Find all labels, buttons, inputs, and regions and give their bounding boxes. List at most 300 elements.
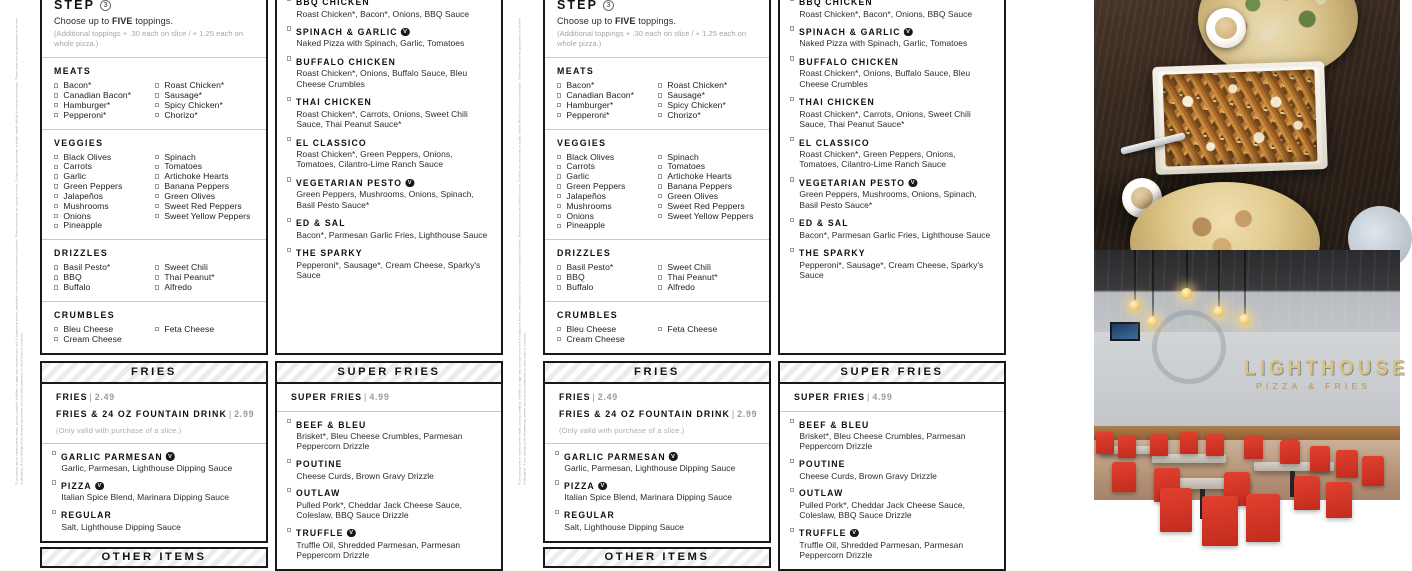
fries-item-desc: Garlic, Parmesan, Lighthouse Dipping Sauce [61, 463, 233, 474]
specialty-pizza-name [296, 178, 478, 188]
fries-item-desc: Italian Spice Blend, Marinara Dipping Sauce [564, 492, 732, 503]
fries-item-name: REGULAR [61, 510, 113, 521]
vegetarian-badge-icon: V [406, 179, 415, 188]
topping-label: Alfredo [164, 282, 192, 292]
specialty-pizza-item[interactable] [790, 97, 995, 129]
topping-label: Hamburger* [63, 99, 111, 110]
specialty-pizza-item[interactable] [790, 178, 995, 210]
fries-item[interactable] [52, 510, 256, 532]
step-sub-post: toppings. [635, 16, 676, 26]
checkbox-icon[interactable] [52, 510, 56, 514]
checkbox-icon[interactable] [54, 224, 58, 228]
step-sub-pre: Choose up to [557, 16, 615, 26]
super-fries-item-name [799, 528, 980, 538]
pendant-bulb [1181, 288, 1192, 299]
checkbox-icon[interactable] [658, 103, 662, 107]
topping-label: Sausage* [164, 90, 203, 101]
checkbox-icon[interactable] [658, 83, 662, 87]
super-fries-item-name-text: TRUFFLE [296, 528, 344, 539]
specialty-pizza-item[interactable] [287, 138, 492, 170]
specialty-pizza-desc: Roast Chicken*, Green Peppers, Onions, Tomatoes, Cilantro-Lime Ranch Sauce [296, 149, 453, 170]
topping-option[interactable] [557, 283, 658, 293]
checkbox-icon[interactable] [557, 113, 561, 117]
specialty-pizza-desc: Bacon*, Parmesan Garlic Fries, Lighthouse Sauce [296, 229, 488, 240]
dining-chair [1150, 434, 1168, 456]
tv-screen [1110, 322, 1140, 341]
checkbox-icon[interactable] [54, 155, 58, 159]
super-fries-item[interactable] [790, 459, 994, 481]
checkbox-icon[interactable] [557, 327, 561, 331]
specialty-pizza-desc: Naked Pizza with Spinach, Garlic, Tomatoes [799, 38, 968, 49]
dining-chair [1280, 440, 1300, 464]
checkbox-icon[interactable] [658, 113, 662, 117]
specialty-pizza-desc: Roast Chicken*, Carrots, Onions, Sweet Chili Sauce, Thai Peanut Sauce* [296, 108, 468, 130]
topping-group-title: DRIZZLES [54, 248, 109, 260]
pendant-cord [1244, 250, 1246, 316]
topping-label: Spinach [667, 151, 699, 162]
super-fries-item-name: POUTINE [799, 459, 846, 470]
topping-label: Jalapeños [566, 190, 607, 201]
fries-item-name-text: PIZZA [564, 480, 596, 491]
checkbox-icon[interactable] [287, 26, 291, 30]
menu-panel-1 [40, 0, 503, 564]
specialty-pizza-item[interactable] [287, 248, 492, 280]
topping-label: Tomatoes [164, 161, 203, 172]
topping-group-meats-1 [42, 58, 266, 129]
step-note-1: (Additional toppings + .30 each on slice / + 1.25 each on whole pizza.) [54, 29, 244, 48]
checkbox-icon[interactable] [155, 103, 159, 107]
step-sub-bold: FIVE [614, 16, 636, 26]
specialty-pizza-item[interactable] [790, 27, 995, 49]
super-fries-price-block-1 [277, 384, 501, 412]
checkbox-icon[interactable] [658, 155, 662, 159]
vegetarian-badge-icon: V [909, 179, 918, 188]
topping-group-meats-2 [545, 58, 769, 129]
checkbox-icon[interactable] [287, 419, 291, 423]
checkbox-icon[interactable] [790, 459, 794, 463]
topping-label: Jalapeños [63, 190, 104, 201]
topping-label: BBQ [63, 272, 82, 283]
menu-panel-2 [543, 0, 1006, 564]
topping-option[interactable] [155, 212, 256, 222]
topping-group-title: DRIZZLES [557, 248, 612, 260]
checkbox-icon[interactable] [790, 56, 794, 60]
checkbox-icon[interactable] [557, 103, 561, 107]
step-label: STEP [557, 0, 599, 12]
topping-option[interactable] [54, 335, 155, 345]
topping-label: Canadian Bacon* [566, 90, 635, 101]
step-heading-1 [54, 0, 256, 12]
checkbox-icon[interactable] [54, 327, 58, 331]
checkbox-icon[interactable] [557, 165, 561, 169]
checkbox-icon[interactable] [658, 327, 662, 331]
topping-label: Carrots [63, 161, 92, 172]
checkbox-icon[interactable] [155, 194, 159, 198]
fries-price-label: FRIES [56, 391, 88, 403]
checkbox-icon[interactable] [557, 184, 561, 188]
checkbox-icon[interactable] [555, 480, 559, 484]
vegetarian-badge-icon: V [599, 482, 608, 491]
vegetarian-badge-icon: V [167, 452, 176, 461]
topping-option[interactable] [155, 111, 256, 121]
checkbox-icon[interactable] [54, 174, 58, 178]
topping-label: Pineapple [63, 220, 103, 231]
checkbox-icon[interactable] [155, 93, 159, 97]
specialty-pizza-desc: Green Peppers, Mushrooms, Onions, Spinach, Basil Pesto Sauce* [296, 189, 474, 210]
specialty-pizza-name: BBQ CHICKEN [296, 0, 371, 7]
checkbox-icon[interactable] [155, 214, 159, 218]
specialty-pizza-desc: Roast Chicken*, Green Peppers, Onions, Tomatoes, Cilantro-Lime Ranch Sauce [799, 149, 956, 170]
topping-label: Garlic [566, 171, 590, 182]
pendant-bulb [1129, 300, 1140, 311]
topping-label: Bleu Cheese [566, 323, 617, 334]
specialty-pizza-item[interactable] [790, 218, 995, 240]
fries-header-label: FRIES [131, 366, 177, 379]
checkbox-icon[interactable] [557, 155, 561, 159]
topping-label: Artichoke Hearts [164, 171, 229, 182]
dining-chair [1202, 496, 1238, 546]
checkbox-icon[interactable] [658, 204, 662, 208]
fries-item[interactable] [555, 481, 759, 503]
checkbox-icon[interactable] [54, 265, 58, 269]
topping-label: Mushrooms [566, 200, 612, 211]
topping-group-crumbles-2 [545, 302, 769, 353]
topping-label: Tomatoes [667, 161, 706, 172]
super-fries-price-amount: 4.99 [369, 391, 390, 403]
pendant-cord [1134, 250, 1136, 302]
checkbox-icon[interactable] [790, 137, 794, 141]
topping-label: Sweet Chili [667, 262, 711, 273]
super-fries-item[interactable] [287, 459, 491, 481]
vegetarian-badge-icon: V [96, 482, 105, 491]
checkbox-icon[interactable] [658, 93, 662, 97]
step-number-badge-icon: 3 [603, 0, 614, 11]
super-fries-items-1 [277, 412, 501, 570]
topping-label: Onions [566, 210, 594, 221]
checkbox-icon[interactable] [155, 184, 159, 188]
topping-col-right [658, 263, 759, 293]
fries-item-desc: Salt, Lighthouse Dipping Sauce [61, 521, 181, 532]
topping-label: Basil Pesto* [63, 262, 111, 273]
topping-col-left [54, 81, 155, 120]
super-fries-item[interactable] [790, 420, 994, 452]
checkbox-icon[interactable] [790, 0, 794, 1]
checkbox-icon[interactable] [155, 83, 159, 87]
checkbox-icon[interactable] [52, 480, 56, 484]
checkbox-icon[interactable] [557, 174, 561, 178]
vegetarian-badge-icon: V [347, 529, 356, 538]
topping-option[interactable] [54, 111, 155, 121]
checkbox-icon[interactable] [287, 56, 291, 60]
topping-option[interactable] [557, 221, 658, 231]
topping-label: Pepperoni* [63, 109, 107, 120]
fries-card-2 [543, 382, 771, 543]
topping-col-right [155, 153, 256, 232]
topping-label: Thai Peanut* [164, 272, 215, 283]
specialty-pizza-item[interactable] [790, 0, 995, 19]
fries-item-desc: Garlic, Parmesan, Lighthouse Dipping Sauce [564, 463, 736, 474]
specialty-pizza-name: THAI CHICKEN [799, 97, 876, 108]
specialty-pizza-item[interactable] [790, 138, 995, 170]
photo-column [1094, 0, 1409, 500]
food-photo [1094, 0, 1400, 250]
fries-items-2 [545, 444, 769, 541]
checkbox-icon[interactable] [287, 0, 291, 1]
checkbox-icon[interactable] [557, 275, 561, 279]
dipping-sauce-cup [1206, 8, 1246, 48]
checkbox-icon[interactable] [52, 451, 56, 455]
panel-1-top-row [40, 0, 503, 355]
checkbox-icon[interactable] [287, 218, 291, 222]
fries-item-name [564, 452, 745, 462]
super-fries-item-name: BEEF & BLEU [296, 419, 367, 430]
topping-option[interactable] [658, 111, 759, 121]
checkbox-icon[interactable] [54, 103, 58, 107]
dining-chair [1180, 432, 1198, 454]
topping-col-right [658, 325, 759, 345]
checkbox-icon[interactable] [287, 177, 291, 181]
super-fries-item[interactable] [287, 488, 491, 520]
topping-label: Onions [63, 210, 91, 221]
fries-items-1 [42, 444, 266, 541]
fries-item-desc: Salt, Lighthouse Dipping Sauce [564, 521, 684, 532]
toppings-card-2 [543, 0, 771, 355]
checkbox-icon[interactable] [54, 184, 58, 188]
checkbox-icon[interactable] [155, 204, 159, 208]
topping-col-left [557, 325, 658, 345]
super-fries-item-desc: Brisket*, Bleu Cheese Crumbles, Parmesan Peppercorn Drizzle [296, 431, 463, 452]
topping-col-left [557, 153, 658, 232]
checkbox-icon[interactable] [54, 113, 58, 117]
fries-item[interactable] [52, 481, 256, 503]
topping-label: Black Olives [63, 151, 112, 162]
fries-item[interactable] [555, 452, 759, 474]
checkbox-icon[interactable] [658, 265, 662, 269]
topping-col-left [54, 153, 155, 232]
checkbox-icon[interactable] [790, 419, 794, 423]
checkbox-icon[interactable] [54, 93, 58, 97]
fries-price-row: FRIES | 2.49 [56, 391, 115, 403]
checkbox-icon[interactable] [557, 83, 561, 87]
super-fries-item[interactable] [790, 488, 994, 520]
checkbox-icon[interactable] [54, 214, 58, 218]
checkbox-icon[interactable] [790, 97, 794, 101]
dining-chair [1096, 432, 1114, 454]
super-fries-price-amount: 4.99 [872, 391, 893, 403]
specialty-pizza-item[interactable] [287, 218, 492, 240]
checkbox-icon[interactable] [155, 275, 159, 279]
super-fries-item[interactable] [287, 528, 491, 560]
checkbox-icon[interactable] [658, 174, 662, 178]
specialty-pizza-item[interactable] [790, 57, 995, 89]
step-subtitle-1 [54, 16, 256, 26]
specialty-pizza-item[interactable] [287, 27, 492, 49]
checkbox-icon[interactable] [658, 184, 662, 188]
checkbox-icon[interactable] [658, 275, 662, 279]
topping-label: Spinach [164, 151, 196, 162]
specialty-pizza-name: BUFFALO CHICKEN [296, 56, 397, 67]
topping-col-right [658, 81, 759, 120]
topping-label: Sweet Red Peppers [164, 200, 242, 211]
super-fries-item-name [296, 528, 477, 538]
checkbox-icon[interactable] [790, 177, 794, 181]
dining-chair [1362, 456, 1384, 486]
checkbox-icon[interactable] [155, 165, 159, 169]
checkbox-icon[interactable] [557, 265, 561, 269]
step-sub-pre: Choose up to [54, 16, 112, 26]
dining-chair [1244, 436, 1263, 459]
checkbox-icon[interactable] [790, 488, 794, 492]
specialty-pizza-name: THAI CHICKEN [296, 97, 373, 108]
checkbox-icon[interactable] [287, 488, 291, 492]
checkbox-icon[interactable] [557, 337, 561, 341]
checkbox-icon[interactable] [658, 165, 662, 169]
pendant-cord [1152, 250, 1154, 318]
specialty-pizza-desc: Roast Chicken*, Onions, Buffalo Sauce, Bleu Cheese Crumbles [296, 68, 468, 89]
checkbox-icon[interactable] [555, 510, 559, 514]
topping-option[interactable] [658, 325, 759, 335]
super-fries-card-1 [275, 382, 503, 571]
super-fries-header-bar-1 [275, 361, 503, 382]
fries-item-name [61, 481, 242, 491]
super-fries-item-desc: Pulled Pork*, Cheddar Jack Cheese Sauce, Coleslaw, BBQ Sauce Drizzle [296, 499, 463, 521]
fries-section-2 [543, 361, 771, 571]
topping-option[interactable] [557, 335, 658, 345]
super-fries-item[interactable] [790, 528, 994, 560]
topping-col-right [155, 263, 256, 293]
dining-chair [1160, 488, 1192, 532]
fries-item[interactable] [555, 510, 759, 532]
topping-label: Canadian Bacon* [63, 90, 132, 101]
dining-chair [1112, 462, 1136, 492]
topping-col-right [658, 153, 759, 232]
checkbox-icon[interactable] [557, 204, 561, 208]
checkbox-icon[interactable] [557, 93, 561, 97]
specialty-pizza-item[interactable] [287, 178, 492, 210]
checkbox-icon[interactable] [54, 83, 58, 87]
topping-option[interactable] [658, 283, 759, 293]
fries-price-row: FRIES & 24 OZ FOUNTAIN DRINK | 2.99 [56, 408, 255, 420]
fries-card-1 [40, 382, 268, 543]
step-label: STEP [54, 0, 96, 12]
specialty-pizza-name [799, 27, 981, 37]
fries-header-bar-1 [40, 361, 268, 382]
checkbox-icon[interactable] [155, 327, 159, 331]
topping-option[interactable] [54, 221, 155, 231]
checkbox-icon[interactable] [54, 165, 58, 169]
checkbox-icon[interactable] [54, 204, 58, 208]
dining-chair [1336, 450, 1358, 478]
checkbox-icon[interactable] [54, 275, 58, 279]
checkbox-icon[interactable] [287, 137, 291, 141]
checkbox-icon[interactable] [557, 285, 561, 289]
topping-option[interactable] [658, 212, 759, 222]
specialty-pizza-desc: Roast Chicken*, Carrots, Onions, Sweet Chili Sauce, Thai Peanut Sauce* [799, 108, 971, 130]
specialty-pizza-item[interactable] [287, 0, 492, 19]
topping-label: Chorizo* [164, 109, 198, 120]
specialty-pizza-name-text: VEGETARIAN PESTO [296, 177, 403, 188]
specialty-pizza-desc: Green Peppers, Mushrooms, Onions, Spinach, Basil Pesto Sauce* [799, 189, 977, 210]
poutine-fries-basket [1152, 61, 1328, 175]
specialty-pizza-item[interactable] [790, 248, 995, 280]
topping-label: Bleu Cheese [63, 323, 114, 334]
vegetarian-badge-icon: V [401, 28, 410, 37]
super-fries-item-name: BEEF & BLEU [799, 419, 870, 430]
checkbox-icon[interactable] [54, 285, 58, 289]
specialty-pizzas-card-2 [778, 0, 1006, 355]
specialty-pizza-item[interactable] [287, 97, 492, 129]
panel-1-bottom-row [40, 361, 503, 571]
checkbox-icon[interactable] [790, 528, 794, 532]
pendant-bulb [1147, 316, 1158, 327]
topping-label: Garlic [63, 171, 87, 182]
topping-label: Spicy Chicken* [164, 99, 223, 110]
checkbox-icon[interactable] [790, 26, 794, 30]
fries-section-1 [40, 361, 268, 571]
step-block-1 [42, 0, 266, 58]
fries-price-amount: 2.49 [94, 391, 115, 403]
dining-chair [1294, 476, 1320, 510]
checkbox-icon[interactable] [155, 113, 159, 117]
checkbox-icon[interactable] [54, 337, 58, 341]
topping-label: Feta Cheese [164, 323, 215, 334]
topping-label: Feta Cheese [667, 323, 718, 334]
specialty-pizza-name: EL CLASSICO [799, 137, 871, 148]
checkbox-icon[interactable] [658, 214, 662, 218]
checkbox-icon[interactable] [287, 97, 291, 101]
topping-option[interactable] [155, 283, 256, 293]
checkbox-icon[interactable] [790, 248, 794, 252]
checkbox-icon[interactable] [54, 194, 58, 198]
checkbox-icon[interactable] [557, 214, 561, 218]
other-items-header-label: OTHER ITEMS [604, 551, 710, 564]
specialty-pizza-desc: Bacon*, Parmesan Garlic Fries, Lighthouse Sauce [799, 229, 991, 240]
topping-option[interactable] [54, 283, 155, 293]
fries-header-bar-2 [543, 361, 771, 382]
checkbox-icon[interactable] [155, 265, 159, 269]
topping-option[interactable] [557, 111, 658, 121]
checkbox-icon[interactable] [658, 194, 662, 198]
checkbox-icon[interactable] [155, 285, 159, 289]
checkbox-icon[interactable] [155, 174, 159, 178]
checkbox-icon[interactable] [557, 224, 561, 228]
checkbox-icon[interactable] [555, 451, 559, 455]
fries-item-name-text: GARLIC PARMESAN [61, 451, 164, 462]
fries-item-desc: Italian Spice Blend, Marinara Dipping Sauce [61, 492, 229, 503]
super-fries-item[interactable] [287, 420, 491, 452]
topping-option[interactable] [155, 325, 256, 335]
fries-item[interactable] [52, 452, 256, 474]
checkbox-icon[interactable] [287, 528, 291, 532]
fries-price-row: FRIES & 24 OZ FOUNTAIN DRINK | 2.99 [559, 408, 758, 420]
checkbox-icon[interactable] [658, 285, 662, 289]
checkbox-icon[interactable] [557, 194, 561, 198]
super-fries-item-desc: Truffle Oil, Shredded Parmesan, Parmesan Peppercorn Drizzle [296, 539, 461, 560]
specialty-pizza-name: BUFFALO CHICKEN [799, 56, 900, 67]
checkbox-icon[interactable] [287, 459, 291, 463]
checkbox-icon[interactable] [155, 155, 159, 159]
fries-price-label: FRIES [559, 391, 591, 403]
specialty-pizza-item[interactable] [287, 57, 492, 89]
checkbox-icon[interactable] [287, 248, 291, 252]
super-fries-item-desc: Pulled Pork*, Cheddar Jack Cheese Sauce, Coleslaw, BBQ Sauce Drizzle [799, 499, 966, 521]
checkbox-icon[interactable] [790, 218, 794, 222]
dining-chair [1310, 446, 1330, 472]
fries-header-label: FRIES [634, 366, 680, 379]
topping-label: Alfredo [667, 282, 695, 292]
disclaimer-strip-left [0, 0, 40, 500]
specialty-pizzas-card-1 [275, 0, 503, 355]
